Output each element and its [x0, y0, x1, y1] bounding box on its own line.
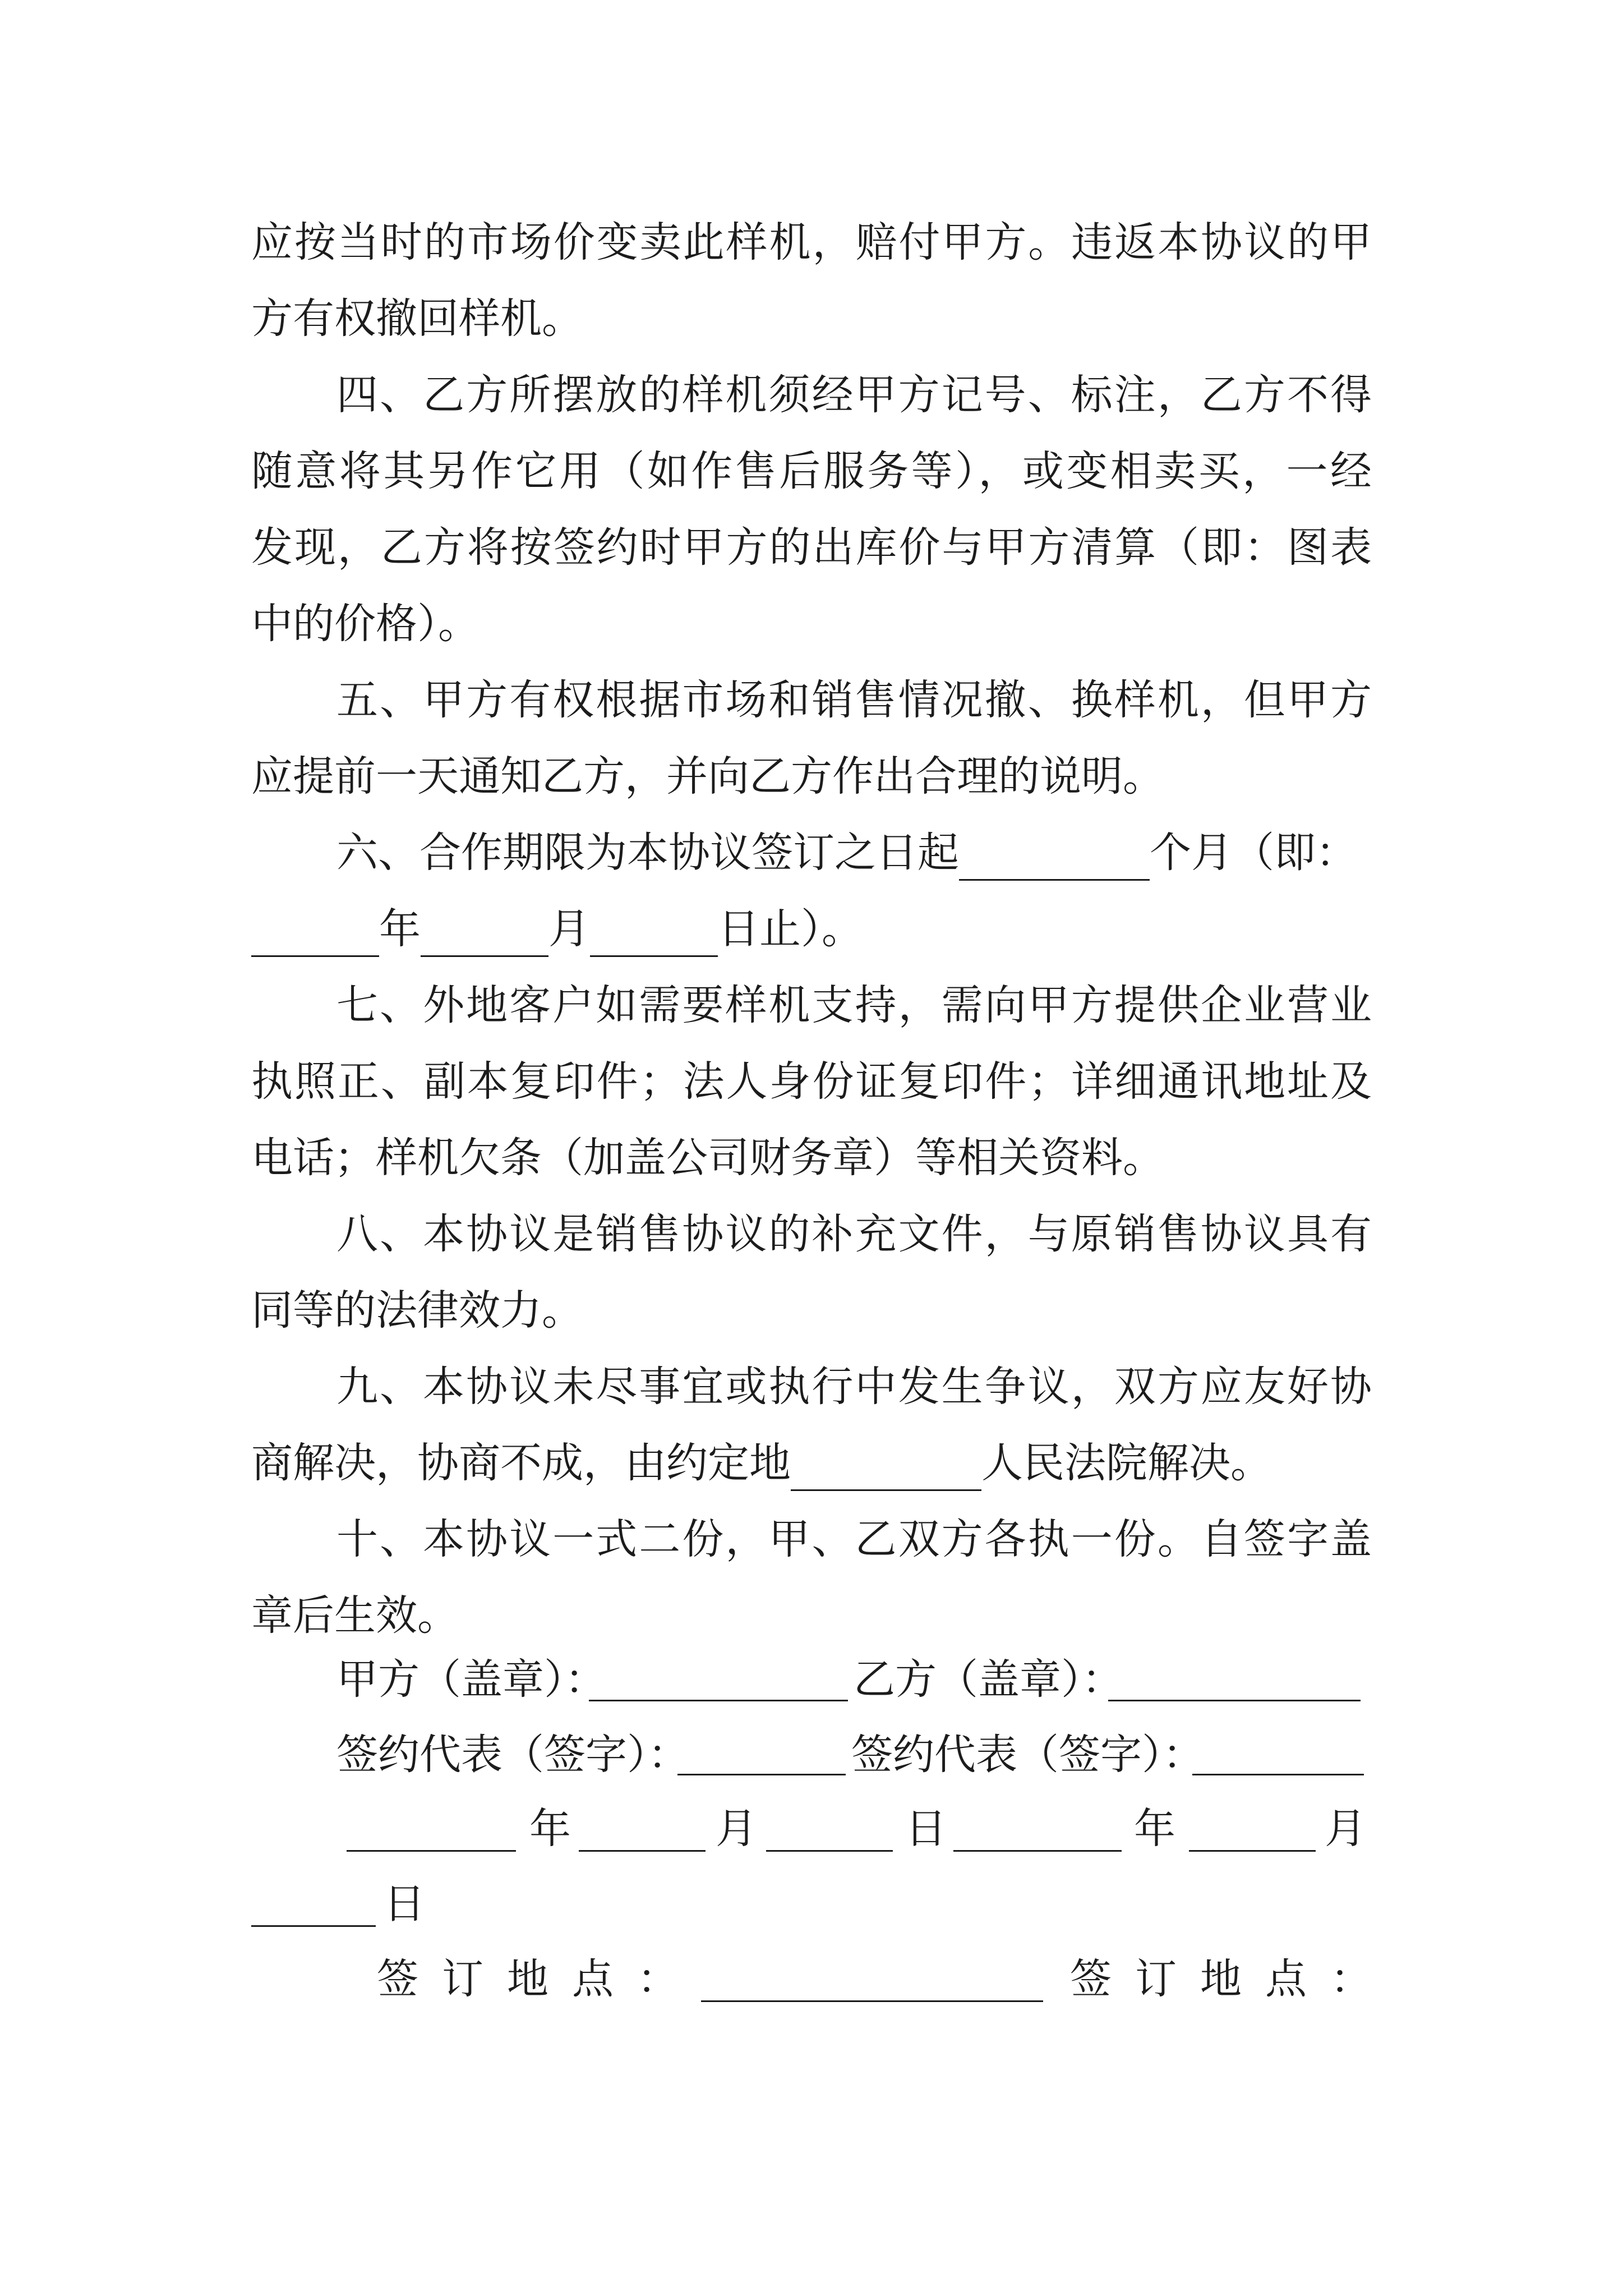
- para4-line1: 四、乙方所摆放的样机须经甲方记号、标注，乙方不得: [336, 371, 1372, 419]
- party-a-seal-blank[interactable]: [589, 1700, 848, 1701]
- para6-month: 月: [548, 905, 590, 953]
- para10-line1: 十、本协议一式二份，甲、乙双方各执一份。自签字盖: [336, 1515, 1372, 1563]
- party-b-rep-blank[interactable]: [1192, 1774, 1364, 1775]
- party-b-day-blank[interactable]: [251, 1925, 376, 1927]
- party-b-month-blank[interactable]: [1189, 1850, 1316, 1852]
- para7-line2: 执照正、副本复印件；法人身份证复印件；详细通讯地址及: [251, 1057, 1372, 1106]
- para9-line2: [251, 1435, 1372, 1491]
- court-location-blank[interactable]: [791, 1447, 981, 1491]
- para9-text-a: 商解决，协商不成，由约定地: [251, 1439, 791, 1487]
- para6-line2: [251, 901, 1372, 957]
- party-b-rep-label: 签约代表（签字）：: [851, 1731, 1204, 1779]
- para5-line1: 五、甲方有权根据市场和销售情况撤、换样机，但甲方: [336, 676, 1372, 724]
- end-day-blank[interactable]: [590, 913, 718, 957]
- para6-text-a: 六、合作期限为本协议签订之日起: [336, 829, 959, 877]
- para7-line3: 电话；样机欠条（加盖公司财务章）等相关资料。: [251, 1134, 1164, 1182]
- para3-line1: 应按当时的市场价变卖此样机，赔付甲方。违返本协议的甲: [251, 218, 1372, 266]
- para8-line1: 八、本协议是销售协议的补充文件，与原销售协议具有: [336, 1210, 1372, 1258]
- party-b-month-label: 月: [1325, 1805, 1366, 1853]
- party-b-seal-blank[interactable]: [1108, 1700, 1361, 1701]
- party-a-day-label: 日: [905, 1805, 947, 1853]
- para4-line2: 随意将其另作它用（如作售后服务等），或变相卖买，一经: [251, 447, 1372, 495]
- para9-text-b: 人民法院解决。: [981, 1439, 1272, 1487]
- party-b-year-label: 年: [1134, 1805, 1175, 1853]
- party-b-year-blank[interactable]: [953, 1850, 1122, 1852]
- para5-line2: 应提前一天通知乙方，并向乙方作出合理的说明。: [251, 752, 1164, 800]
- para4-line3: 发现，乙方将按签约时甲方的出库价与甲方清算（即：图表: [251, 523, 1372, 572]
- para6-text-b: 个月（即：: [1150, 829, 1357, 877]
- party-b-day-label: 日: [384, 1880, 425, 1928]
- party-a-rep-blank[interactable]: [677, 1774, 846, 1775]
- party-a-day-blank[interactable]: [766, 1850, 893, 1852]
- para6-year: 年: [379, 905, 421, 953]
- party-a-place-label: 签订地点：: [377, 1955, 702, 2003]
- party-a-year-blank[interactable]: [347, 1850, 516, 1852]
- party-a-rep-label: 签约代表（签字）：: [336, 1731, 689, 1779]
- para3-line2: 方有权撤回样机。: [251, 295, 583, 343]
- end-month-blank[interactable]: [421, 913, 548, 957]
- months-blank[interactable]: [959, 836, 1150, 881]
- para6-day: 日止）。: [718, 905, 863, 953]
- party-a-seal-label: 甲方（盖章）：: [336, 1655, 606, 1704]
- end-year-blank[interactable]: [251, 913, 379, 957]
- para6-line1: [336, 825, 1372, 881]
- para9-line1: 九、本协议未尽事宜或执行中发生争议，双方应友好协: [336, 1363, 1372, 1411]
- para4-line4: 中的价格）。: [251, 600, 479, 648]
- party-a-month-label: 月: [716, 1805, 757, 1853]
- para7-line1: 七、外地客户如需要样机支持，需向甲方提供企业营业: [336, 981, 1372, 1029]
- party-b-place-label: 签订地点：: [1070, 1955, 1395, 2003]
- party-b-seal-label: 乙方（盖章）：: [854, 1655, 1123, 1704]
- para8-line2: 同等的法律效力。: [251, 1286, 583, 1335]
- party-a-month-blank[interactable]: [579, 1850, 706, 1852]
- party-a-year-label: 年: [529, 1805, 571, 1853]
- party-a-place-blank[interactable]: [701, 2000, 1043, 2002]
- para10-line2: 章后生效。: [251, 1591, 459, 1640]
